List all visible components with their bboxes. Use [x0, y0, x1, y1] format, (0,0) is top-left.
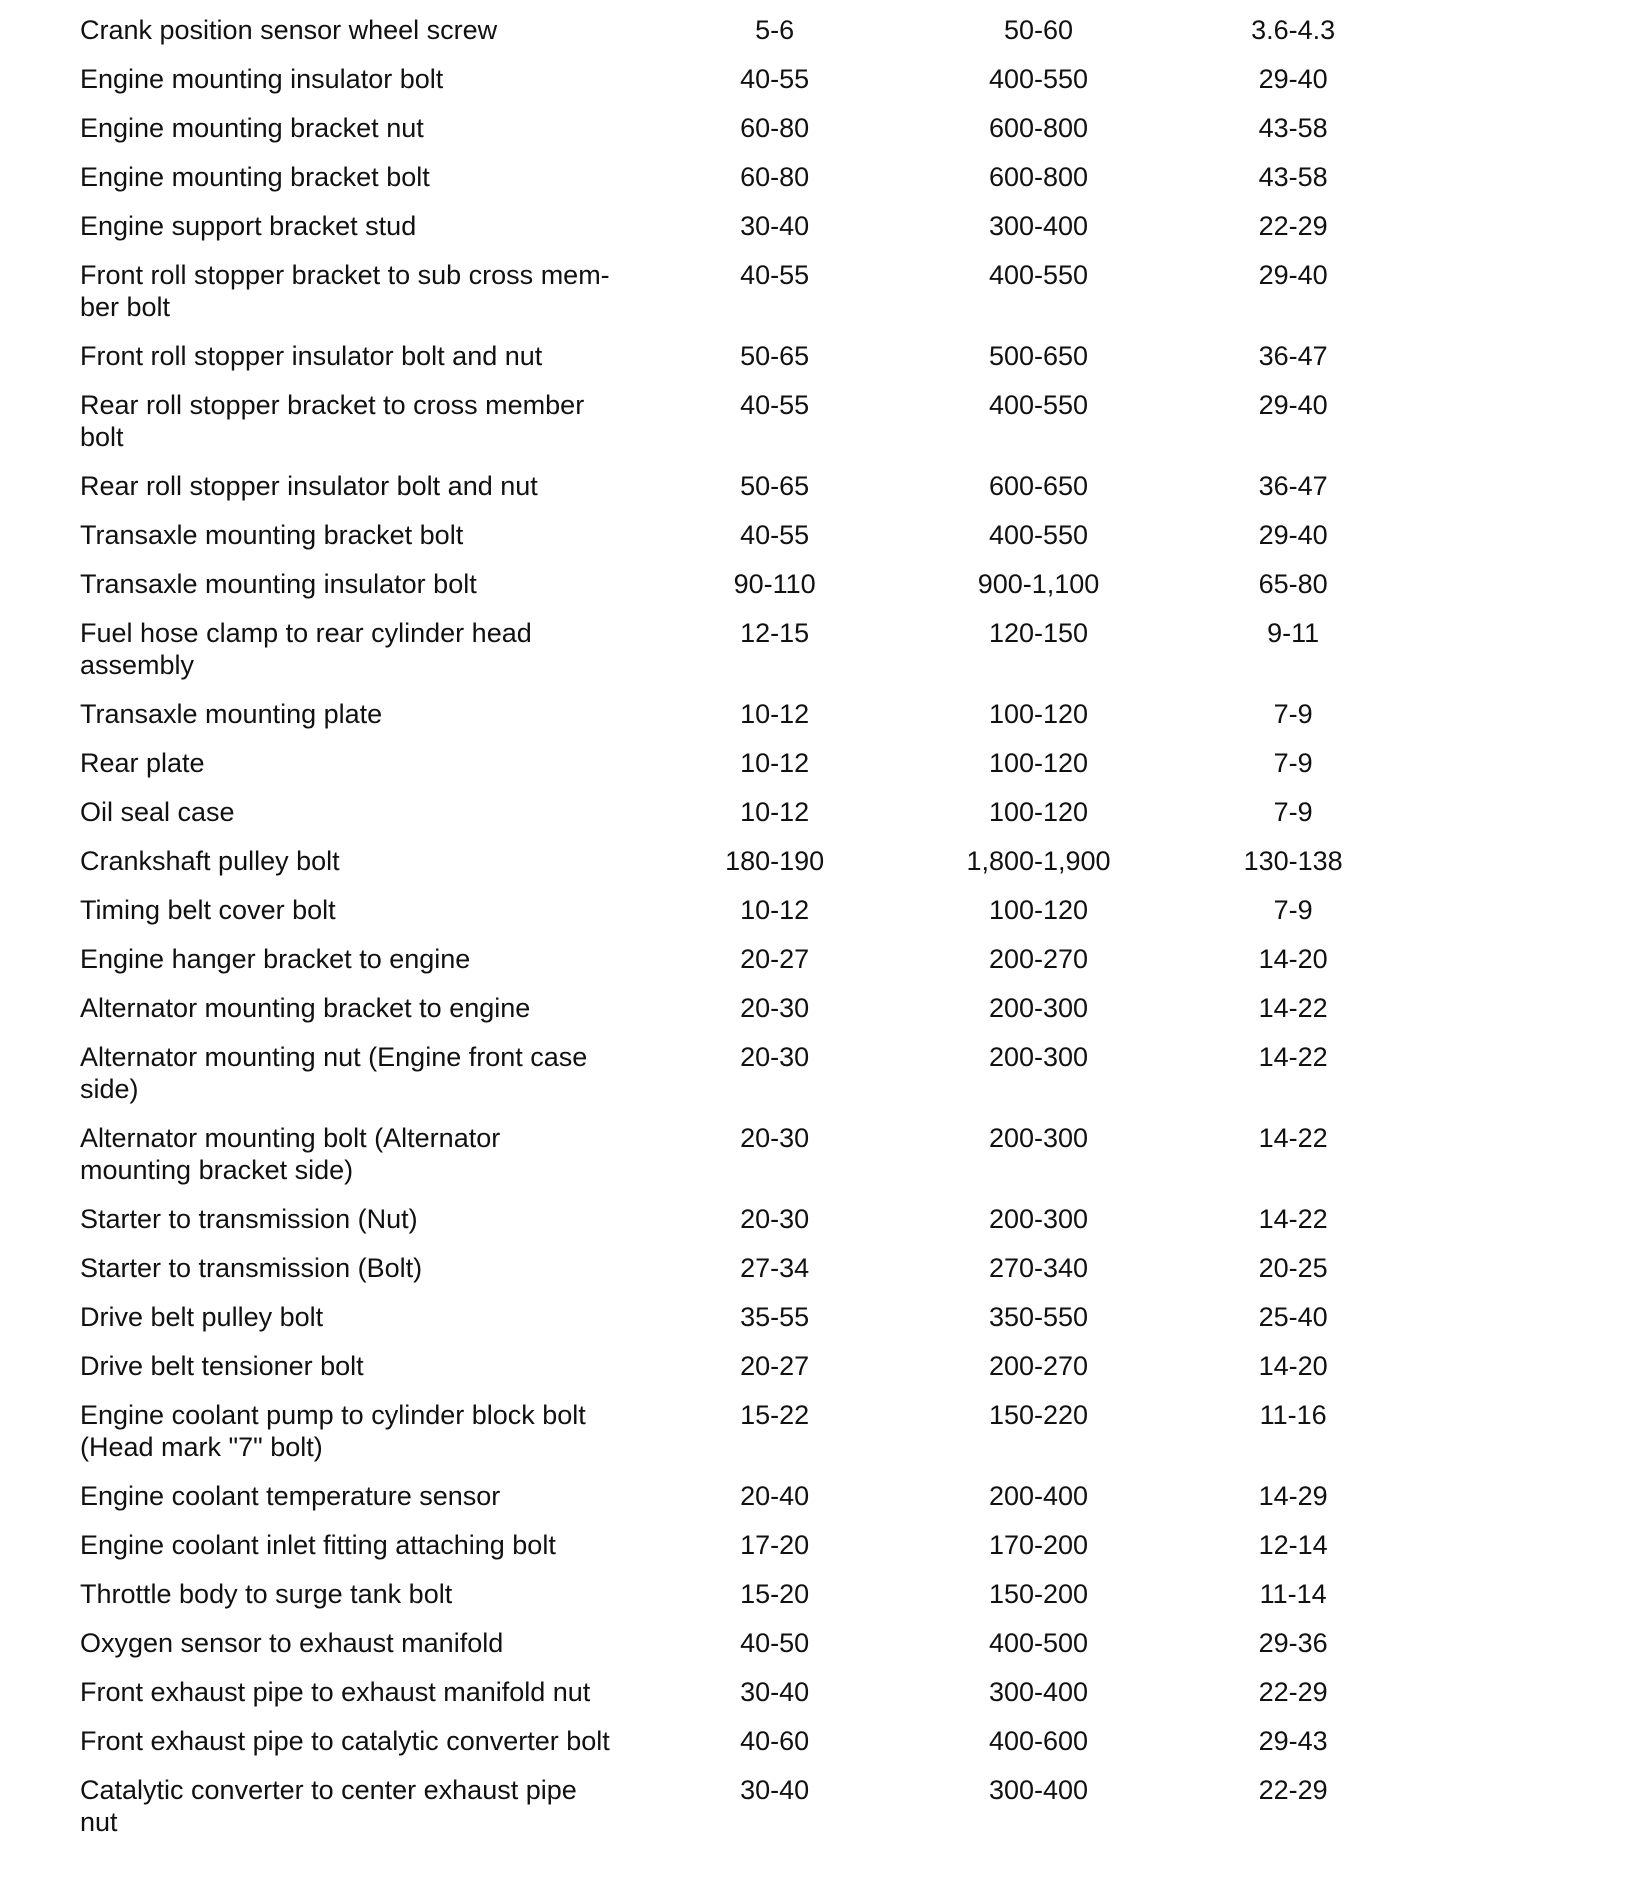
- fastener-name-cell: Fuel hose clamp to rear cylinder head assembly: [80, 618, 532, 680]
- torque-kgcm-cell: 500-650: [988, 341, 1089, 371]
- torque-kgcm-cell: 200-300: [988, 993, 1089, 1023]
- fastener-name-cell: Transaxle mounting insulator bolt: [80, 569, 477, 599]
- torque-kgcm-cell: 400-550: [988, 520, 1089, 550]
- torque-lbft-cell: 14-29: [1258, 1481, 1328, 1511]
- torque-kgcm-cell: 400-550: [988, 390, 1089, 420]
- table-row: [80, 943, 1420, 992]
- torque-kgcm-cell: 100-120: [988, 699, 1089, 729]
- torque-lbft-cell: 7-9: [1273, 748, 1313, 778]
- torque-lbft-cell: 11-14: [1259, 1579, 1327, 1609]
- torque-lbft-cell: 12-14: [1258, 1530, 1328, 1560]
- table-row: [80, 1578, 1420, 1627]
- torque-nm-cell: 40-55: [740, 260, 810, 290]
- torque-lbft-cell: 29-43: [1258, 1726, 1328, 1756]
- torque-nm-cell: 60-80: [740, 113, 810, 143]
- torque-kgcm-cell: 150-220: [988, 1400, 1089, 1430]
- table-row: [80, 698, 1420, 747]
- torque-nm-cell: 15-22: [740, 1400, 810, 1430]
- table-row: [80, 1480, 1420, 1529]
- torque-nm-cell: 27-34: [740, 1253, 810, 1283]
- torque-kgcm-cell: 100-120: [988, 895, 1089, 925]
- table-row: [80, 1529, 1420, 1578]
- torque-lbft-cell: 14-22: [1258, 993, 1328, 1023]
- fastener-name-cell: Front roll stopper insulator bolt and nut: [80, 341, 543, 371]
- table-row: [80, 259, 1420, 340]
- torque-lbft-cell: 29-36: [1258, 1628, 1328, 1658]
- fastener-name-cell: Engine hanger bracket to engine: [80, 944, 471, 974]
- torque-lbft-cell: 29-40: [1258, 64, 1328, 94]
- torque-nm-cell: 30-40: [740, 1775, 810, 1805]
- torque-kgcm-cell: 270-340: [988, 1253, 1089, 1283]
- torque-nm-cell: 10-12: [740, 699, 810, 729]
- table-row: [80, 1203, 1420, 1252]
- torque-lbft-cell: 25-40: [1258, 1302, 1328, 1332]
- torque-lbft-cell: 14-22: [1258, 1042, 1328, 1072]
- torque-nm-cell: 40-55: [740, 64, 810, 94]
- torque-kgcm-cell: 200-300: [988, 1204, 1089, 1234]
- table-row: [80, 1252, 1420, 1301]
- torque-nm-cell: 20-40: [740, 1481, 810, 1511]
- fastener-name-cell: Front roll stopper bracket to sub cross mem-ber bolt: [80, 260, 610, 322]
- fastener-name-cell: Rear roll stopper bracket to cross member bolt: [80, 390, 585, 452]
- table-row: [80, 1676, 1420, 1725]
- torque-kgcm-cell: 1,800-1,900: [966, 846, 1111, 876]
- fastener-name-cell: Drive belt tensioner bolt: [80, 1351, 364, 1381]
- table-row: [80, 112, 1420, 161]
- fastener-name-cell: Front exhaust pipe to exhaust manifold nut: [80, 1677, 591, 1707]
- torque-kgcm-cell: 120-150: [988, 618, 1089, 648]
- torque-nm-cell: 20-30: [740, 1042, 810, 1072]
- fastener-name-cell: Engine mounting bracket bolt: [80, 162, 430, 192]
- fastener-name-cell: Engine mounting bracket nut: [80, 113, 424, 143]
- fastener-name-cell: Alternator mounting bracket to engine: [80, 993, 531, 1023]
- fastener-name-cell: Transaxle mounting plate: [80, 699, 383, 729]
- torque-nm-cell: 20-30: [740, 993, 810, 1023]
- table-row: [80, 1041, 1420, 1122]
- fastener-name-cell: Alternator mounting nut (Engine front case side): [80, 1042, 588, 1104]
- torque-lbft-cell: 3.6-4.3: [1251, 15, 1336, 45]
- fastener-name-cell: Engine mounting insulator bolt: [80, 64, 444, 94]
- torque-nm-cell: 35-55: [740, 1302, 810, 1332]
- torque-nm-cell: 10-12: [740, 797, 810, 827]
- torque-kgcm-cell: 350-550: [988, 1302, 1089, 1332]
- torque-kgcm-cell: 600-800: [988, 113, 1089, 143]
- torque-lbft-cell: 11-16: [1259, 1400, 1327, 1430]
- fastener-name-cell: Starter to transmission (Bolt): [80, 1253, 423, 1283]
- table-row: [80, 1627, 1420, 1676]
- torque-kgcm-cell: 200-300: [988, 1042, 1089, 1072]
- torque-lbft-cell: 9-11: [1267, 618, 1320, 648]
- torque-kgcm-cell: 100-120: [988, 748, 1089, 778]
- fastener-name-cell: Rear plate: [80, 748, 205, 778]
- torque-lbft-cell: 22-29: [1258, 211, 1328, 241]
- torque-kgcm-cell: 400-500: [988, 1628, 1089, 1658]
- fastener-name-cell: Oxygen sensor to exhaust manifold: [80, 1628, 504, 1658]
- table-row: [80, 14, 1420, 63]
- table-row: [80, 1301, 1420, 1350]
- table-row: [80, 389, 1420, 470]
- torque-kgcm-cell: 900-1,100: [977, 569, 1100, 599]
- torque-lbft-cell: 22-29: [1258, 1677, 1328, 1707]
- table-row: [80, 894, 1420, 943]
- fastener-name-cell: Oil seal case: [80, 797, 235, 827]
- fastener-name-cell: Catalytic converter to center exhaust pipe nut: [80, 1775, 577, 1837]
- table-row: [80, 519, 1420, 568]
- torque-lbft-cell: 7-9: [1273, 797, 1313, 827]
- table-row: [80, 1350, 1420, 1399]
- torque-lbft-cell: 29-40: [1258, 390, 1328, 420]
- torque-nm-cell: 17-20: [740, 1530, 810, 1560]
- torque-nm-cell: 50-65: [740, 341, 810, 371]
- torque-lbft-cell: 29-40: [1258, 260, 1328, 290]
- torque-lbft-cell: 36-47: [1258, 341, 1328, 371]
- torque-lbft-cell: 22-29: [1258, 1775, 1328, 1805]
- torque-lbft-cell: 20-25: [1258, 1253, 1328, 1283]
- torque-kgcm-cell: 200-270: [988, 1351, 1089, 1381]
- torque-nm-cell: 20-27: [740, 944, 810, 974]
- fastener-name-cell: Starter to transmission (Nut): [80, 1204, 418, 1234]
- torque-kgcm-cell: 200-400: [988, 1481, 1089, 1511]
- fastener-name-cell: Engine coolant pump to cylinder block bolt (Head mark "7" bolt): [80, 1400, 586, 1462]
- torque-lbft-cell: 14-20: [1258, 944, 1328, 974]
- fastener-name-cell: Engine coolant inlet fitting attaching bolt: [80, 1530, 556, 1560]
- torque-kgcm-cell: 400-550: [988, 64, 1089, 94]
- table-row: [80, 796, 1420, 845]
- torque-nm-cell: 40-60: [740, 1726, 810, 1756]
- fastener-name-cell: Timing belt cover bolt: [80, 895, 336, 925]
- table-row: [80, 340, 1420, 389]
- torque-lbft-cell: 130-138: [1243, 846, 1343, 876]
- table-row: [80, 470, 1420, 519]
- table-row: [80, 210, 1420, 259]
- torque-lbft-cell: 14-22: [1258, 1123, 1328, 1153]
- torque-kgcm-cell: 200-300: [988, 1123, 1089, 1153]
- torque-nm-cell: 30-40: [740, 1677, 810, 1707]
- torque-nm-cell: 50-65: [740, 471, 810, 501]
- torque-nm-cell: 20-30: [740, 1123, 810, 1153]
- torque-lbft-cell: 7-9: [1273, 895, 1313, 925]
- torque-lbft-cell: 14-22: [1258, 1204, 1328, 1234]
- fastener-name-cell: Transaxle mounting bracket bolt: [80, 520, 464, 550]
- torque-kgcm-cell: 200-270: [988, 944, 1089, 974]
- fastener-name-cell: Throttle body to surge tank bolt: [80, 1579, 453, 1609]
- torque-lbft-cell: 43-58: [1258, 113, 1328, 143]
- torque-kgcm-cell: 300-400: [988, 211, 1089, 241]
- torque-nm-cell: 15-20: [740, 1579, 810, 1609]
- fastener-name-cell: Engine coolant temperature sensor: [80, 1481, 501, 1511]
- torque-nm-cell: 40-55: [740, 390, 810, 420]
- torque-nm-cell: 90-110: [733, 569, 816, 599]
- table-row: [80, 161, 1420, 210]
- torque-nm-cell: 20-27: [740, 1351, 810, 1381]
- torque-nm-cell: 5-6: [755, 15, 795, 45]
- torque-lbft-cell: 14-20: [1258, 1351, 1328, 1381]
- torque-spec-body: [80, 14, 1420, 1855]
- fastener-name-cell: Rear roll stopper insulator bolt and nut: [80, 471, 538, 501]
- torque-nm-cell: 180-190: [725, 846, 825, 876]
- table-row: [80, 63, 1420, 112]
- torque-kgcm-cell: 600-800: [988, 162, 1089, 192]
- torque-nm-cell: 60-80: [740, 162, 810, 192]
- torque-nm-cell: 10-12: [740, 748, 810, 778]
- torque-lbft-cell: 29-40: [1258, 520, 1328, 550]
- torque-nm-cell: 40-50: [740, 1628, 810, 1658]
- fastener-name-cell: Drive belt pulley bolt: [80, 1302, 324, 1332]
- torque-kgcm-cell: 150-200: [988, 1579, 1089, 1609]
- fastener-name-cell: Crankshaft pulley bolt: [80, 846, 340, 876]
- torque-lbft-cell: 65-80: [1258, 569, 1328, 599]
- torque-lbft-cell: 7-9: [1273, 699, 1313, 729]
- table-row: [80, 1725, 1420, 1774]
- torque-nm-cell: 40-55: [740, 520, 810, 550]
- torque-kgcm-cell: 300-400: [988, 1775, 1089, 1805]
- torque-kgcm-cell: 600-650: [988, 471, 1089, 501]
- torque-kgcm-cell: 170-200: [988, 1530, 1089, 1560]
- torque-nm-cell: 10-12: [740, 895, 810, 925]
- torque-kgcm-cell: 50-60: [1003, 15, 1074, 45]
- table-row: [80, 1774, 1420, 1855]
- table-row: [80, 617, 1420, 698]
- fastener-name-cell: Alternator mounting bolt (Alternator mounting bracket side): [80, 1123, 501, 1185]
- torque-lbft-cell: 43-58: [1258, 162, 1328, 192]
- table-row: [80, 1399, 1420, 1480]
- torque-kgcm-cell: 100-120: [988, 797, 1089, 827]
- table-row: [80, 992, 1420, 1041]
- torque-nm-cell: 12-15: [740, 618, 810, 648]
- table-row: [80, 1122, 1420, 1203]
- torque-kgcm-cell: 400-600: [988, 1726, 1089, 1756]
- fastener-name-cell: Crank position sensor wheel screw: [80, 15, 498, 45]
- torque-nm-cell: 20-30: [740, 1204, 810, 1234]
- torque-lbft-cell: 36-47: [1258, 471, 1328, 501]
- table-row: [80, 845, 1420, 894]
- table-row: [80, 568, 1420, 617]
- table-row: [80, 747, 1420, 796]
- torque-kgcm-cell: 300-400: [988, 1677, 1089, 1707]
- fastener-name-cell: Front exhaust pipe to catalytic converter bolt: [80, 1726, 610, 1756]
- torque-nm-cell: 30-40: [740, 211, 810, 241]
- torque-kgcm-cell: 400-550: [988, 260, 1089, 290]
- torque-spec-table: [80, 14, 1420, 1855]
- fastener-name-cell: Engine support bracket stud: [80, 211, 417, 241]
